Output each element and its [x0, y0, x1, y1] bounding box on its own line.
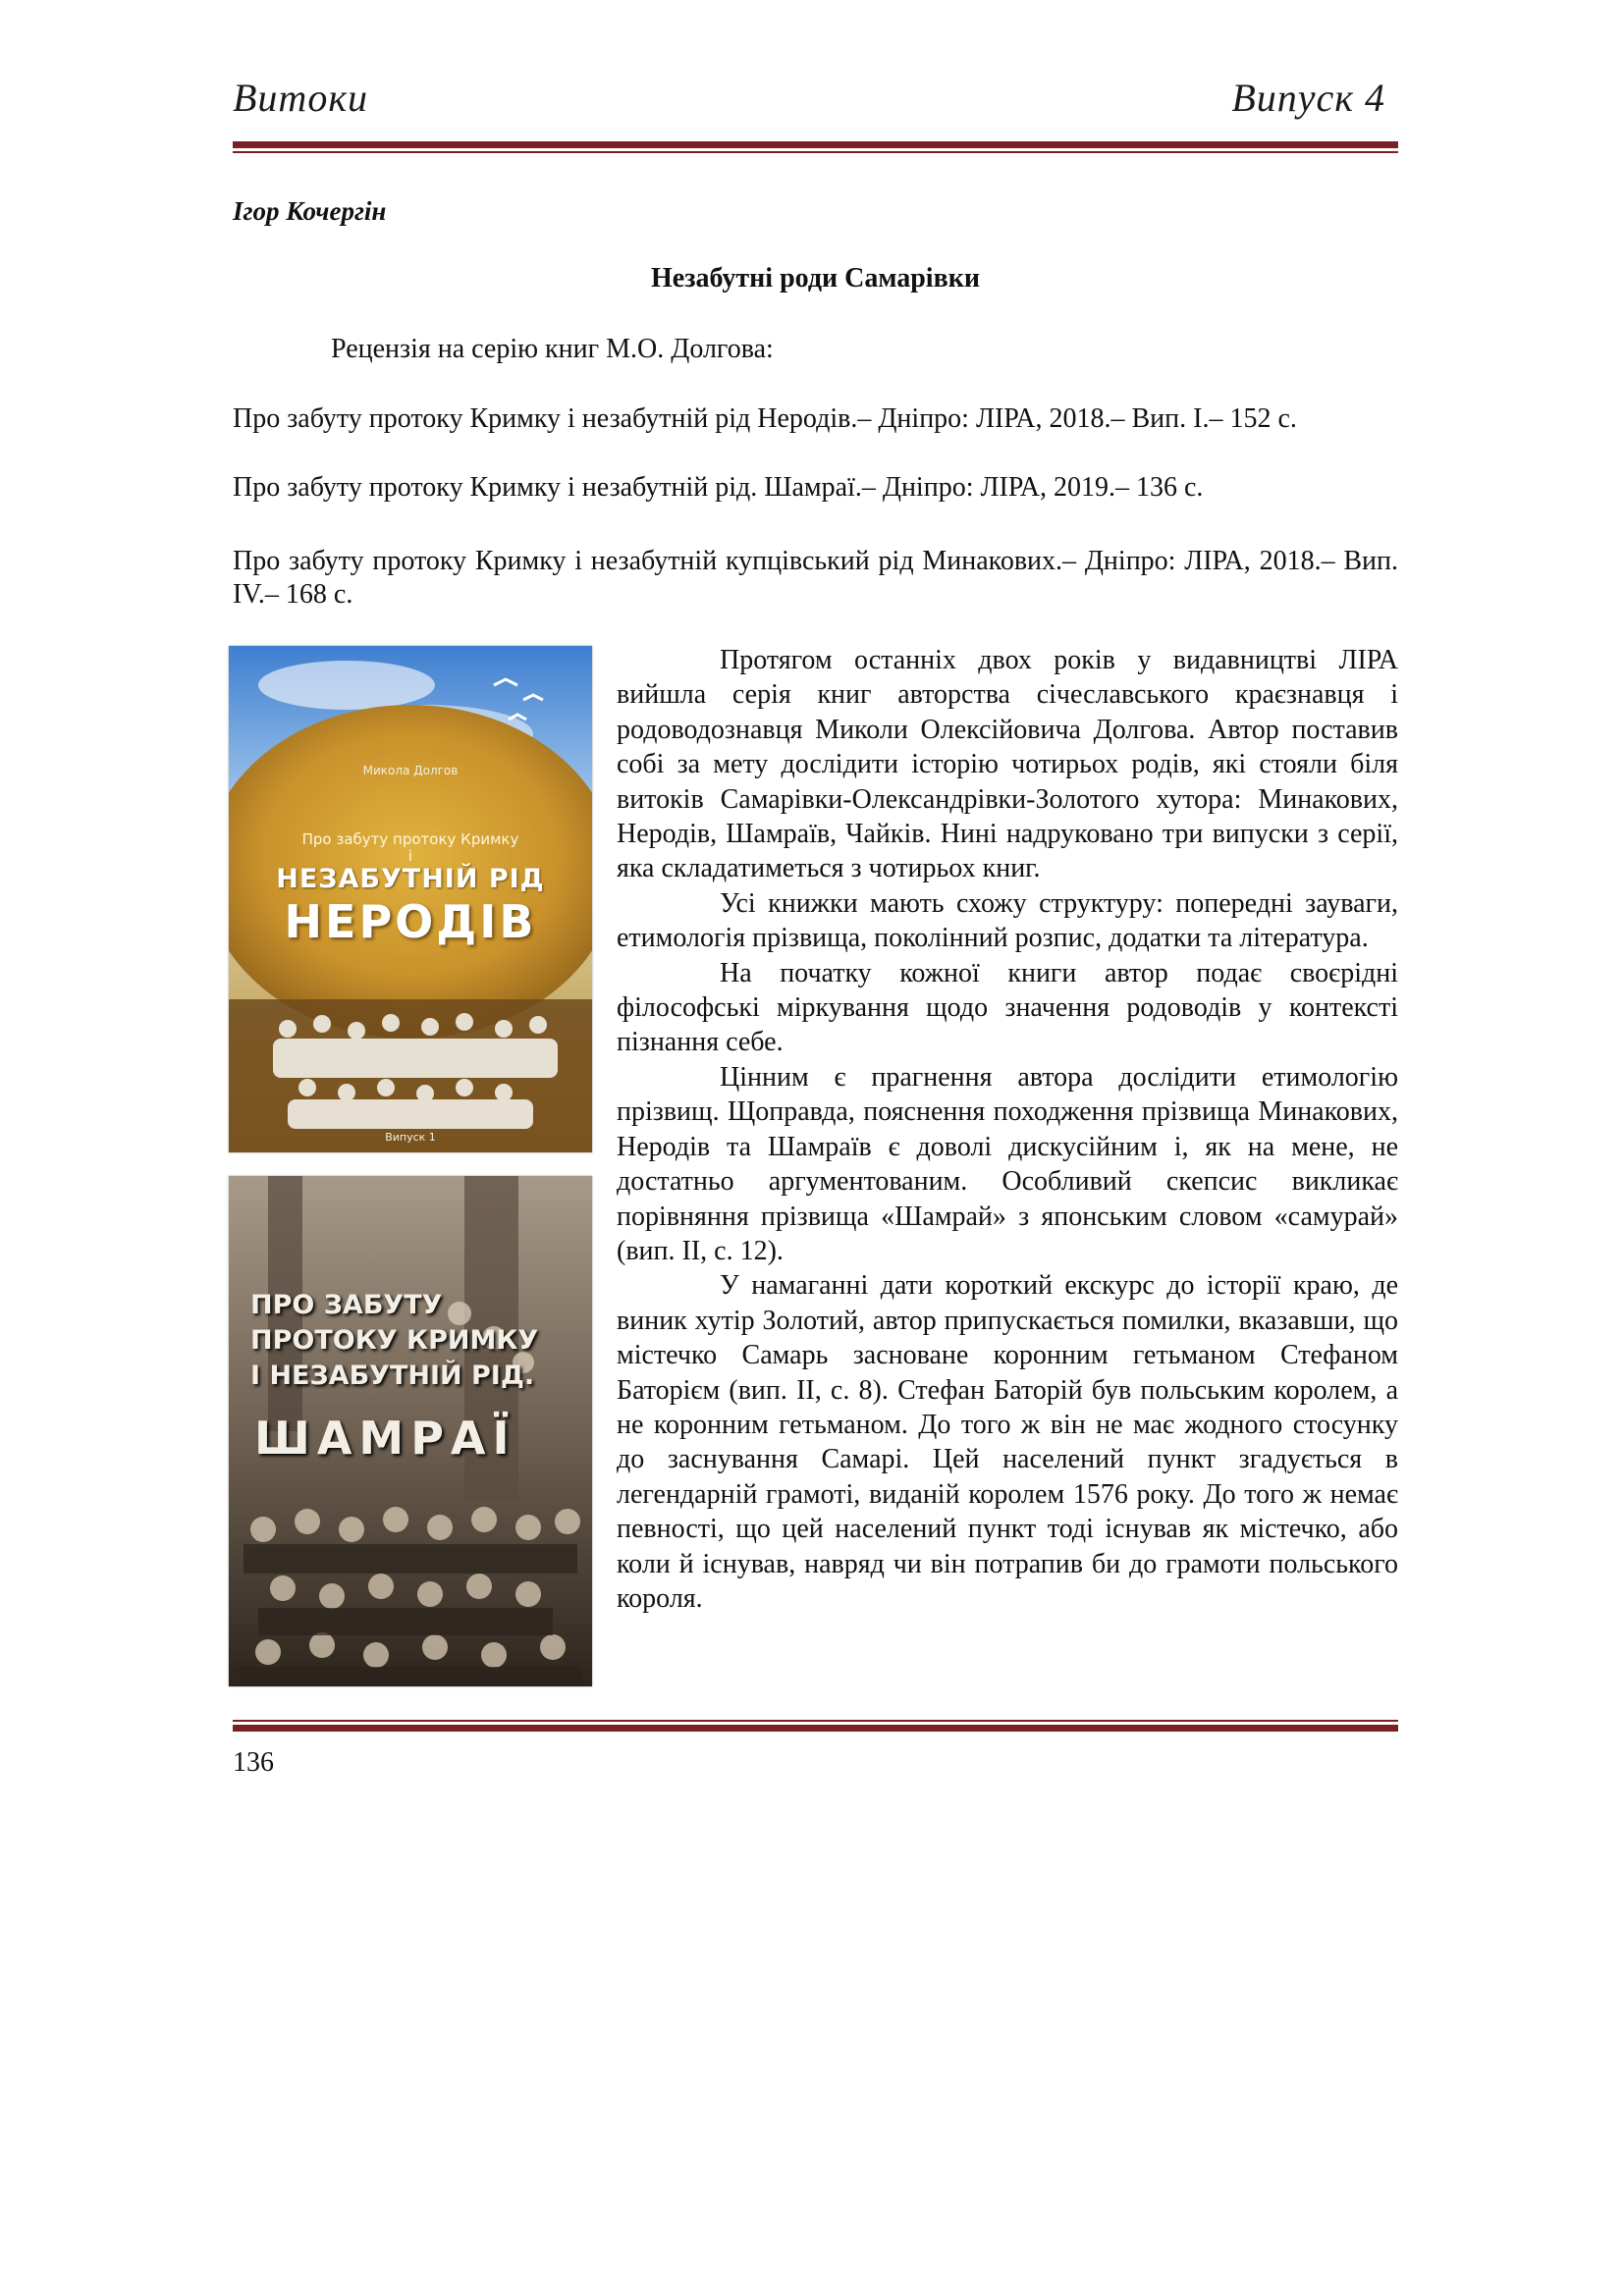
body-paragraph-2: Усі книжки мають схожу структуру: попередні зауваги, етимологія прізвища, поколінний розпис, додатки та література.: [617, 887, 1398, 954]
article-subtitle: Рецензія на серію книг М.О. Долгова:: [331, 334, 774, 364]
body-paragraph-3: На початку кожної книги автор подає своєрідні філософські міркування щодо значення родоводів у контексті пізнання себе.: [617, 957, 1398, 1058]
book-cover-shamrai: [229, 1176, 592, 1686]
reference-2: Про забуту протоку Кримку і незабутній рід. Шамраї.– Дніпро: ЛІРА, 2019.– 136 с.: [233, 472, 1204, 503]
body-paragraph-1: Протягом останніх двох років у видавництві ЛІРА вийшла серія книг авторства січеславського краєзнавця і родоводознавця Миколи Олексійовича Долгова. Автор поставив собі за мету дослідити історію чотирьох родів, які стояли біля витоків Самарівки-Олександрівки-Золотого хутора: Минакових, Неродів, Шамраїв, Чайків. Нині надруковано три випуски з серії, яка складатиметься з чотирьох книг.: [617, 645, 1398, 884]
book-cover-nerody: [229, 646, 592, 1152]
cover-nerody-author: Микола Долгов: [362, 764, 459, 777]
cover-shamrai-line4: ШАМРАЇ: [254, 1412, 516, 1465]
article-title: Незабутні роди Самарівки: [651, 263, 980, 294]
cover-shamrai-line3: І НЕЗАБУТНІЙ РІД.: [250, 1361, 535, 1391]
page-number: 136: [233, 1747, 274, 1778]
footer-rule-thick: [233, 1725, 1398, 1732]
article-author: Ігор Кочергін: [233, 196, 387, 226]
cover-nerody-line1: Про забуту протоку Кримку: [301, 830, 519, 848]
header-rule-thick: [233, 141, 1398, 148]
cover-nerody-line3: НЕЗАБУТНІЙ РІД: [276, 864, 545, 894]
cover-nerody-issue: Випуск 1: [385, 1131, 436, 1144]
header-rule-thin: [233, 151, 1398, 153]
reference-1: Про забуту протоку Кримку і незабутній рід Неродів.– Дніпро: ЛІРА, 2018.– Вип. I.– 152 с.: [233, 403, 1297, 434]
cover-nerody-line4: НЕРОДІВ: [284, 895, 537, 948]
body-paragraph-4: Цінним є прагнення автора дослідити етимологію прізвищ. Щоправда, пояснення походження прізвища Минакових, Неродів та Шамраїв є доволі дискусійним і, як на мене, не достатньо аргументованим. Особливий скепсис викликає порівняння прізвища «Шамрай» з японським словом «самурай» (вип. II, с. 12).: [617, 1061, 1398, 1266]
cover-shamrai-line2: ПРОТОКУ КРИМКУ: [250, 1325, 539, 1356]
footer-rule-thin: [233, 1720, 1398, 1722]
running-header-journal: Витоки: [233, 76, 369, 120]
reference-3: Про забуту протоку Кримку і незабутній купцівський рід Минакових.– Дніпро: ЛІРА, 2018.– Вип. IV.– 168 с.: [233, 546, 1398, 610]
cover-shamrai-line1: ПРО ЗАБУТУ: [250, 1290, 443, 1320]
cover-nerody-line2: і: [407, 847, 413, 865]
body-paragraph-5: У намаганні дати короткий екскурс до історії краю, де виник хутір Золотий, автор припускається помилки, вказавши, що містечко Самарь засноване коронним гетьманом Стефаном Баторієм (вип. II, с. 8). Стефан Баторій був польським королем, а не коронним гетьманом. До того ж він не має жодного стосунку до заснування Самарі. Цей населений пункт згадується в легендарній грамоті, виданій королем 1576 року. До того ж немає певності, що цей населений пункт тоді існував як містечко, або коли й існував, навряд чи він потрапив би до грамоти польського короля.: [617, 1270, 1398, 1614]
running-header-issue: Випуск 4: [1231, 76, 1385, 120]
article-body: [617, 643, 1398, 1616]
